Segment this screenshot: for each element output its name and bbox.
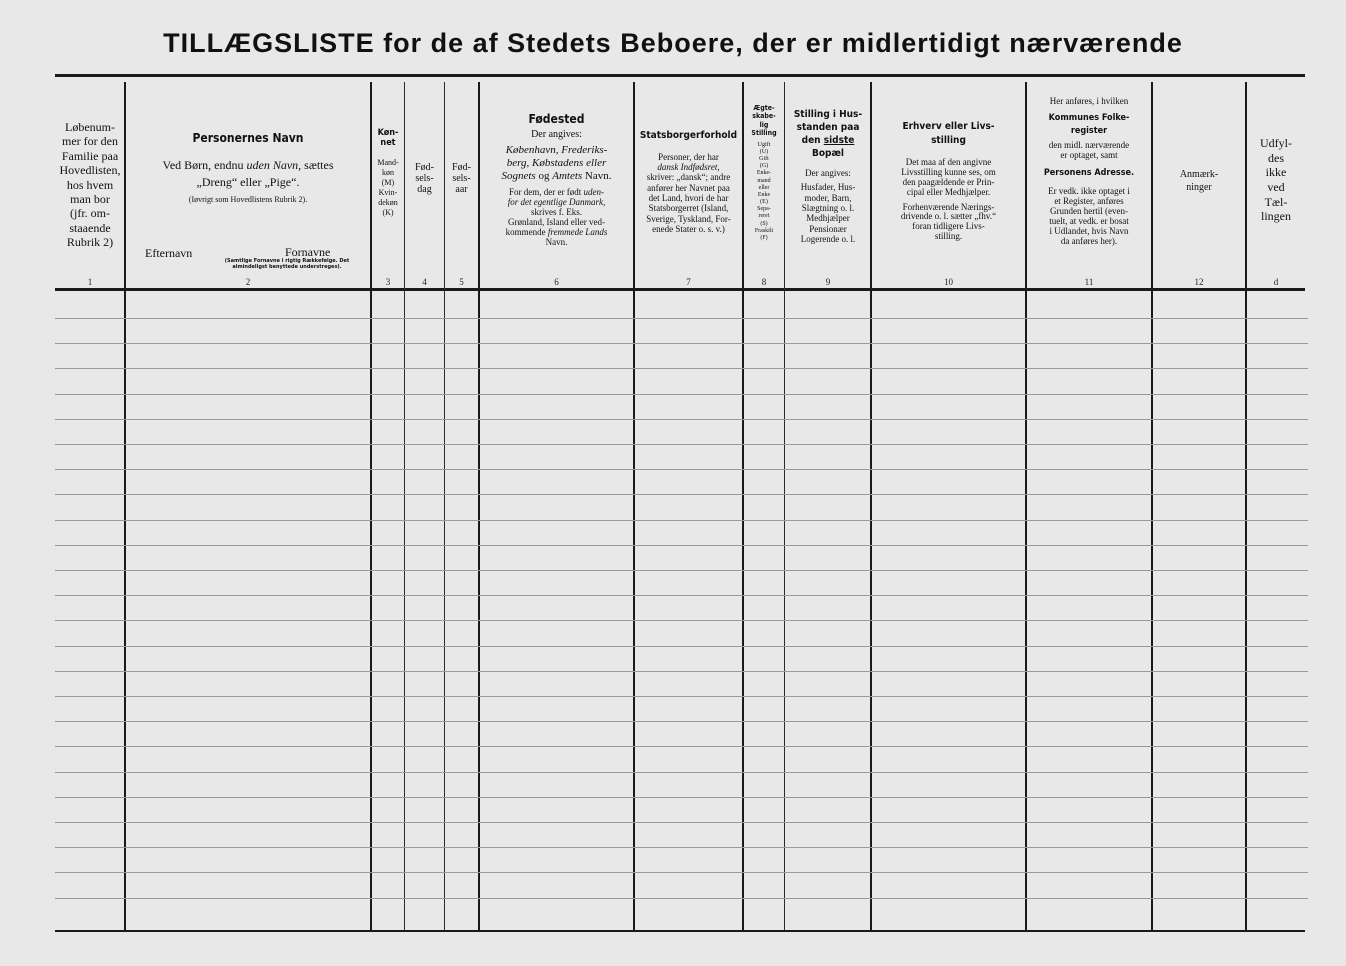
col-8-header: Ægte- skabe- lig Stilling Ugift (U) Gift (G) Enke- mand eller Enke (E) Sepa- reret (S) Fraskilt (F): [751, 104, 777, 241]
top-rule: [55, 74, 1305, 77]
col-1-header: Løbenum- mer for den Familie paa Hovedlisten, hos hvem man bor (jfr. om- staaende Rubrik 2): [59, 120, 121, 250]
col-number: 10: [944, 277, 953, 287]
table-row-line: [55, 394, 1308, 395]
table-row-line: [55, 721, 1308, 722]
col-divider: [784, 82, 785, 930]
col-number: 12: [1194, 277, 1204, 287]
col-2-subheading-right-note: (Samtlige Fornavne i rigtig Rækkefølge. Det almindeligst benyttede understreges).: [224, 258, 350, 270]
col-4-header: Fød- sels- dag: [415, 162, 434, 196]
form-title: TILLÆGSLISTE for de af Stedets Beboere, der er midlertidigt nærværende: [163, 28, 1183, 58]
col-number: 2: [245, 277, 251, 287]
col-number: 4: [422, 277, 427, 287]
table-row-line: [55, 343, 1308, 344]
col-number: 11: [1084, 277, 1094, 287]
table-row-line: [55, 419, 1308, 420]
table-row-line: [55, 595, 1308, 596]
col-number: 9: [825, 277, 831, 287]
table-row-line: [55, 696, 1308, 697]
table-row-line: [55, 772, 1308, 773]
table-row-line: [55, 469, 1308, 470]
col-number: 3: [385, 277, 391, 287]
col-number: d: [1273, 277, 1279, 287]
col-5-header: Fød- sels- aar: [452, 162, 471, 196]
col-2-subheading-right: Fornavne: [285, 245, 331, 259]
col-number: 8: [761, 277, 767, 287]
table-row-line: [55, 368, 1308, 369]
table-row-line: [55, 797, 1308, 798]
col-9-header: Stilling i Hus- standen paa den sidste Bopæl Der angives: Husfader, Hus- moder, Barn, Slægtning o. l. Medhjælper Pensionær Logerende o. l.: [793, 109, 863, 245]
table-row-line: [55, 620, 1308, 621]
table-row-line: [55, 494, 1308, 495]
table-row-line: [55, 444, 1308, 445]
col-2-header: Personernes Navn Ved Børn, endnu uden Navn, sættes „Dreng“ eller „Pige“. (Iøvrigt som Hovedlistens Rubrik 2).: [162, 132, 334, 204]
col-number: 7: [686, 277, 691, 287]
col-number: 5: [459, 277, 464, 287]
col-11-header: Her anføres, i hvilken Kommunes Folke- register den midl. nærværende er optaget, samt Personens Adresse. Er vedk. ikke optaget i et Register, anføres Grunden hertil (even- tuelt, at vedk. er bosat i Udlandet, hvis Navn da anføres her).: [1043, 96, 1135, 246]
col-number: 1: [87, 277, 93, 287]
col-number: 6: [554, 277, 559, 287]
table-row-line: [55, 671, 1308, 672]
table-row-line: [55, 520, 1308, 521]
col-10-header: Erhverv eller Livs- stilling Det maa af den angivne Livsstilling kunne ses, om den paagældende er Prin- cipal eller Medhjælper. Forhenværende Nærings- drivende o. l. sætter „fhv.“ foran tidligere Livs- stilling.: [900, 121, 997, 242]
table-row-line: [55, 822, 1308, 823]
table-row-line: [55, 872, 1308, 873]
table-row-line: [55, 646, 1308, 647]
table-row-line: [55, 898, 1308, 899]
table-row-line: [55, 570, 1308, 571]
table-row-line: [55, 545, 1308, 546]
col-d-header: Udfyl- des ikke ved Tæl- lingen: [1260, 136, 1292, 224]
table-row-line: [55, 847, 1308, 848]
table-row-line: [55, 746, 1308, 747]
col-6-header: Fødested Der angives: København, Frederiks- berg, Købstadens eller Sognets og Amtets Navn. For dem, der er født uden- for det egentlige Danmark, skrives f. Eks. Grønland, Island eller ved- kommende fremmede Lands Navn.: [501, 112, 612, 248]
col-7-header: Statsborgerforhold Personer, der har dansk Indfødsret, skriver: „dansk“; andre anfører her Navnet paa det Land, hvori de har Statsborgerret (Island, Sverige, Tyskland, For- enede Stater o. s. v.): [639, 130, 738, 234]
col-2-subheading-left: Efternavn: [145, 246, 193, 260]
col-12-header: Anmærk- ninger: [1179, 169, 1219, 193]
col-3-header: Køn- net Mand- køn (M) Kvin- dekøn (K): [377, 128, 399, 218]
bottom-rule: [55, 930, 1305, 932]
